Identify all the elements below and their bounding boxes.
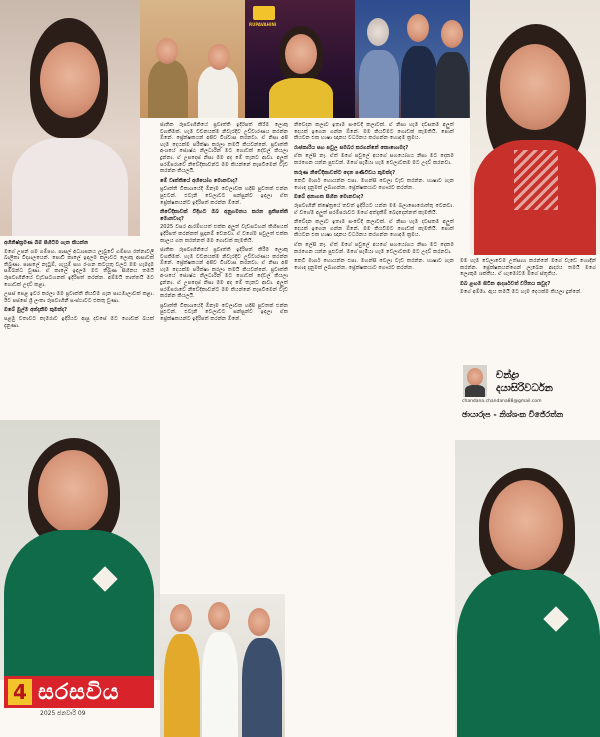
question-heading: මේ වෘත්තියේ අභියෝග මොනවාද? xyxy=(160,177,238,184)
paragraph: මගේ උපන් ගම ගම්පහ. පාසල් අධ්‍යාපනය ලැබුවේ ගම්පහ රත්නාවලී බාලිකා විද්‍යාලයෙන්. පොඩි කාලේ ඉඳලම කලාවට ලොකු ආසාවක් තිබුණා. පාසලේ නැටුම්, ගැයුම් සහ රංගන කටයුතු වලට මම හැමදාම සම්බන්ධ වුණා. ඒ කාලේ ඉඳලම මට තිබුණ සිහිනය තමයි රූපවාහිනියේ වැඩසටහනක් ඉදිරිපත් කරන්න. අම්මයි තාත්තයි මට ගොඩක් උදව් කළා. xyxy=(4,248,154,288)
portrait-photo-green-left xyxy=(0,420,160,680)
paragraph: ජාතික රූපවාහිනියේ ප්‍රවෘත්ති ඉදිරිපත් කිරීම ලොකු වගකීමක්. හැම වචනයක්ම නිවැරදිව උච්චාරණය කරන්න ඕනේ. ප්‍රේක්ෂකයන් අපිව විශ්වාස කරනවා. ඒ නිසා අපි හැම දෙයක්ම පරීක්ෂා කරලා තමයි කියවන්නේ. ප්‍රවෘත්ති අංශයේ ජ්‍යෙෂ්ඨ නිලධාරීන් මට ගොඩක් දේවල් කියලා දුන්නා. ඒ උපදෙස් නිසා මම අද මේ තැනට ආවා. අලුත් පරම්පරාවේ නිවේදිකාවන්ට මම කියන්නේ කැපවීමෙන් වැඩ කරන්න කියලයි. xyxy=(160,247,288,300)
paragraph: මගේ අම්මා. ඇය තමයි මට හැම දෙයක්ම කියලා දුන්නේ. xyxy=(460,289,582,296)
author-name-line1: චන්ද්‍රා xyxy=(496,370,520,381)
question-heading: ඔබ ළඟම සිටින ආදර්ශවත් චරිතය කවුද? xyxy=(460,280,551,287)
text-column-left xyxy=(4,240,154,418)
paragraph: ප්‍රවෘත්ති විකාශයේදී ඕනෑම වෙලාවක හදිසි පුවතක් එන්න පුළුවන්. එවැනි වෙලාවට සන්සුන්ව ඉඳලා ඒක ප්‍රේක්ෂකයන්ට ඉදිරිපත් කරන්න ඕනේ. xyxy=(160,302,288,323)
portrait-photo-top-left xyxy=(0,0,140,236)
issue-date: 2025 ජනවාරි 09 xyxy=(40,710,86,717)
magazine-name: සරසවිය xyxy=(38,679,120,705)
paragraph: ජාතික රූපවාහිනියේ ප්‍රවෘත්ති ඉදිරිපත් කිරීම ලොකු වගකීමක්. හැම වචනයක්ම නිවැරදිව උච්චාරණය කරන්න ඕනේ. ප්‍රේක්ෂකයන් අපිව විශ්වාස කරනවා. ඒ නිසා අපි හැම දෙයක්ම පරීක්ෂා කරලා තමයි කියවන්නේ. ප්‍රවෘත්ති අංශයේ ජ්‍යෙෂ්ඨ නිලධාරීන් මට ගොඩක් දේවල් කියලා දුන්නා. ඒ උපදෙස් නිසා මම අද මේ තැනට ආවා. අලුත් පරම්පරාවේ නිවේදිකාවන්ට මම කියන්නේ කැපවීමෙන් වැඩ කරන්න කියලයි. xyxy=(160,122,288,175)
kitchen-photo xyxy=(140,0,245,118)
question-heading: නිවේදිකාවක් විදිහට ඔබ අනුගමනය කරන ප්‍රතිපත්ති මොනවාද? xyxy=(160,209,288,222)
paragraph: පළමු වතාවට කැමරාව ඉදිරියට ආපු දවසේ මට ගොඩක් බයක් දැනුණා. xyxy=(4,315,154,329)
paragraph: උසස් පෙළ ඉවර කරලා මම ප්‍රවෘත්ති කියවීම ගැන පාඨමාලාවක් කළා. ඊට පස්සේ ශ්‍රී ලංකා රූපවාහිනී සංස්ථාවට එකතු වුණා. xyxy=(4,291,154,304)
text-column-right xyxy=(294,122,454,734)
question-heading: ඔබේ මුල්ම අත්දැකීම කුමක්ද? xyxy=(4,307,68,314)
text-column-mid xyxy=(160,122,288,592)
question-heading: රාජකාරිය සහ පවුල සමබර කරගන්නේ කොහොමද? xyxy=(294,144,409,151)
paragraph: රූපවාහිනී ක්ෂේත්‍රයේ තවත් ඉදිරියට යන්න මම බලාපොරොත්තු වෙනවා. ඒ වගේම අලුත් පරම්පරාවට මගේ අත්දැකීම් බෙදාදෙන්නත් කැමතියි. xyxy=(294,202,454,216)
paragraph: කෙටි මාර්ග හොයන්න එපා. මහන්සි වෙලා වැඩ කරන්න. භාෂාව ගැන හොඳ දැනුමක් ලබාගන්න. ප්‍රේක්ෂකයාට ගෞරව කරන්න. xyxy=(294,178,454,191)
award-photo xyxy=(355,0,470,118)
paragraph: කෙටි මාර්ග හොයන්න එපා. මහන්සි වෙලා වැඩ කරන්න. භාෂාව ගැන හොඳ දැනුමක් ලබාගන්න. ප්‍රේක්ෂකයාට ගෞරව කරන්න. xyxy=(294,258,454,271)
question-heading: තරුණ නිවේදිකාවන්ට දෙන පණිවිඩය කුමක්ද? xyxy=(294,169,396,176)
text-column-far-right xyxy=(460,258,596,358)
magazine-brand xyxy=(4,676,154,708)
paragraph: මම හැම වෙලාවෙම උත්සාහ කරන්නේ මගේ වැඩේ හොඳින් කරන්න. ප්‍රේක්ෂකයන්ගෙන් ලැබෙන ආදරය තමයි මගේ ලොකුම ශක්තිය. ඒ හැමෝටම මගේ ස්තූතිය. xyxy=(460,258,596,278)
paragraph: ඒක ලේසි නෑ. ඒත් මගේ පවුලේ අයගේ සහයෝගය නිසා මට දෙකම කරගෙන යන්න පුළුවන්. මගේ සැමියා හැම වෙලාවකම මට උදව් කරනවා. xyxy=(294,153,454,166)
portrait-photo-green-right xyxy=(455,440,600,737)
group-photo-bottom xyxy=(160,594,285,737)
photographer-credit: ඡායාරූප - නිශ්ශංක විජේරත්න xyxy=(462,410,564,419)
author-email[interactable]: chandana.chandana88@gmail.com xyxy=(462,399,542,404)
portrait-photo-right xyxy=(470,0,600,255)
tv-logo: RUPAVAHINI xyxy=(249,22,277,27)
question-heading: ඔබේ අනාගත සිහින මොනවාද? xyxy=(294,194,364,201)
author-avatar xyxy=(463,365,487,397)
tv-studio-photo xyxy=(245,0,355,118)
page-number: 4 xyxy=(8,679,32,705)
paragraph: නිවේදන කලාව ඉතාම සංවේදී කලාවක්. ඒ නිසා හැම දවසකම අලුත් දෙයක් ඉගෙන ගන්න ඕනේ. මම කියවීමට ගොඩක් කැමතියි. පොත් කියවන එක භාෂා ඥානය වර්ධනය කරගන්න හොඳම ක්‍රමය. xyxy=(294,122,454,142)
paragraph: 2025 වසර ආරම්භයත් එක්ක අලුත් වැඩසටහන් කිහිපයක් ඉදිරිපත් කරන්නත් සූදානම් වෙනවා. ඒ වගේම පවුලත් එක්ක කාලය ගත කරන්නත් මම ගොඩක් කැමතියි. xyxy=(160,224,288,244)
author-name-line2: දයාසිරිවර්ධන xyxy=(496,383,553,394)
paragraph: ප්‍රවෘත්ති විකාශයේදී ඕනෑම වෙලාවක හදිසි පුවතක් එන්න පුළුවන්. එවැනි වෙලාවට සන්සුන්ව ඉඳලා ඒක ප්‍රේක්ෂකයන්ට ඉදිරිපත් කරන්න ඕනේ. xyxy=(160,186,288,206)
question-heading: අභිනිෂ්ක්‍රමණ බිම් පිහිටීම ගැන කියන්න xyxy=(4,240,89,246)
paragraph: ඒක ලේසි නෑ. ඒත් මගේ පවුලේ අයගේ සහයෝගය නිසා මට දෙකම කරගෙන යන්න පුළුවන්. මගේ සැමියා හැම වෙලාවකම මට උදව් කරනවා. xyxy=(294,241,454,255)
paragraph: නිවේදන කලාව ඉතාම සංවේදී කලාවක්. ඒ නිසා හැම දවසකම අලුත් දෙයක් ඉගෙන ගන්න ඕනේ. මම කියවීමට ගොඩක් කැමතියි. පොත් කියවන එක භාෂා ඥානය වර්ධනය කරගන්න හොඳම ක්‍රමය. xyxy=(294,219,454,239)
